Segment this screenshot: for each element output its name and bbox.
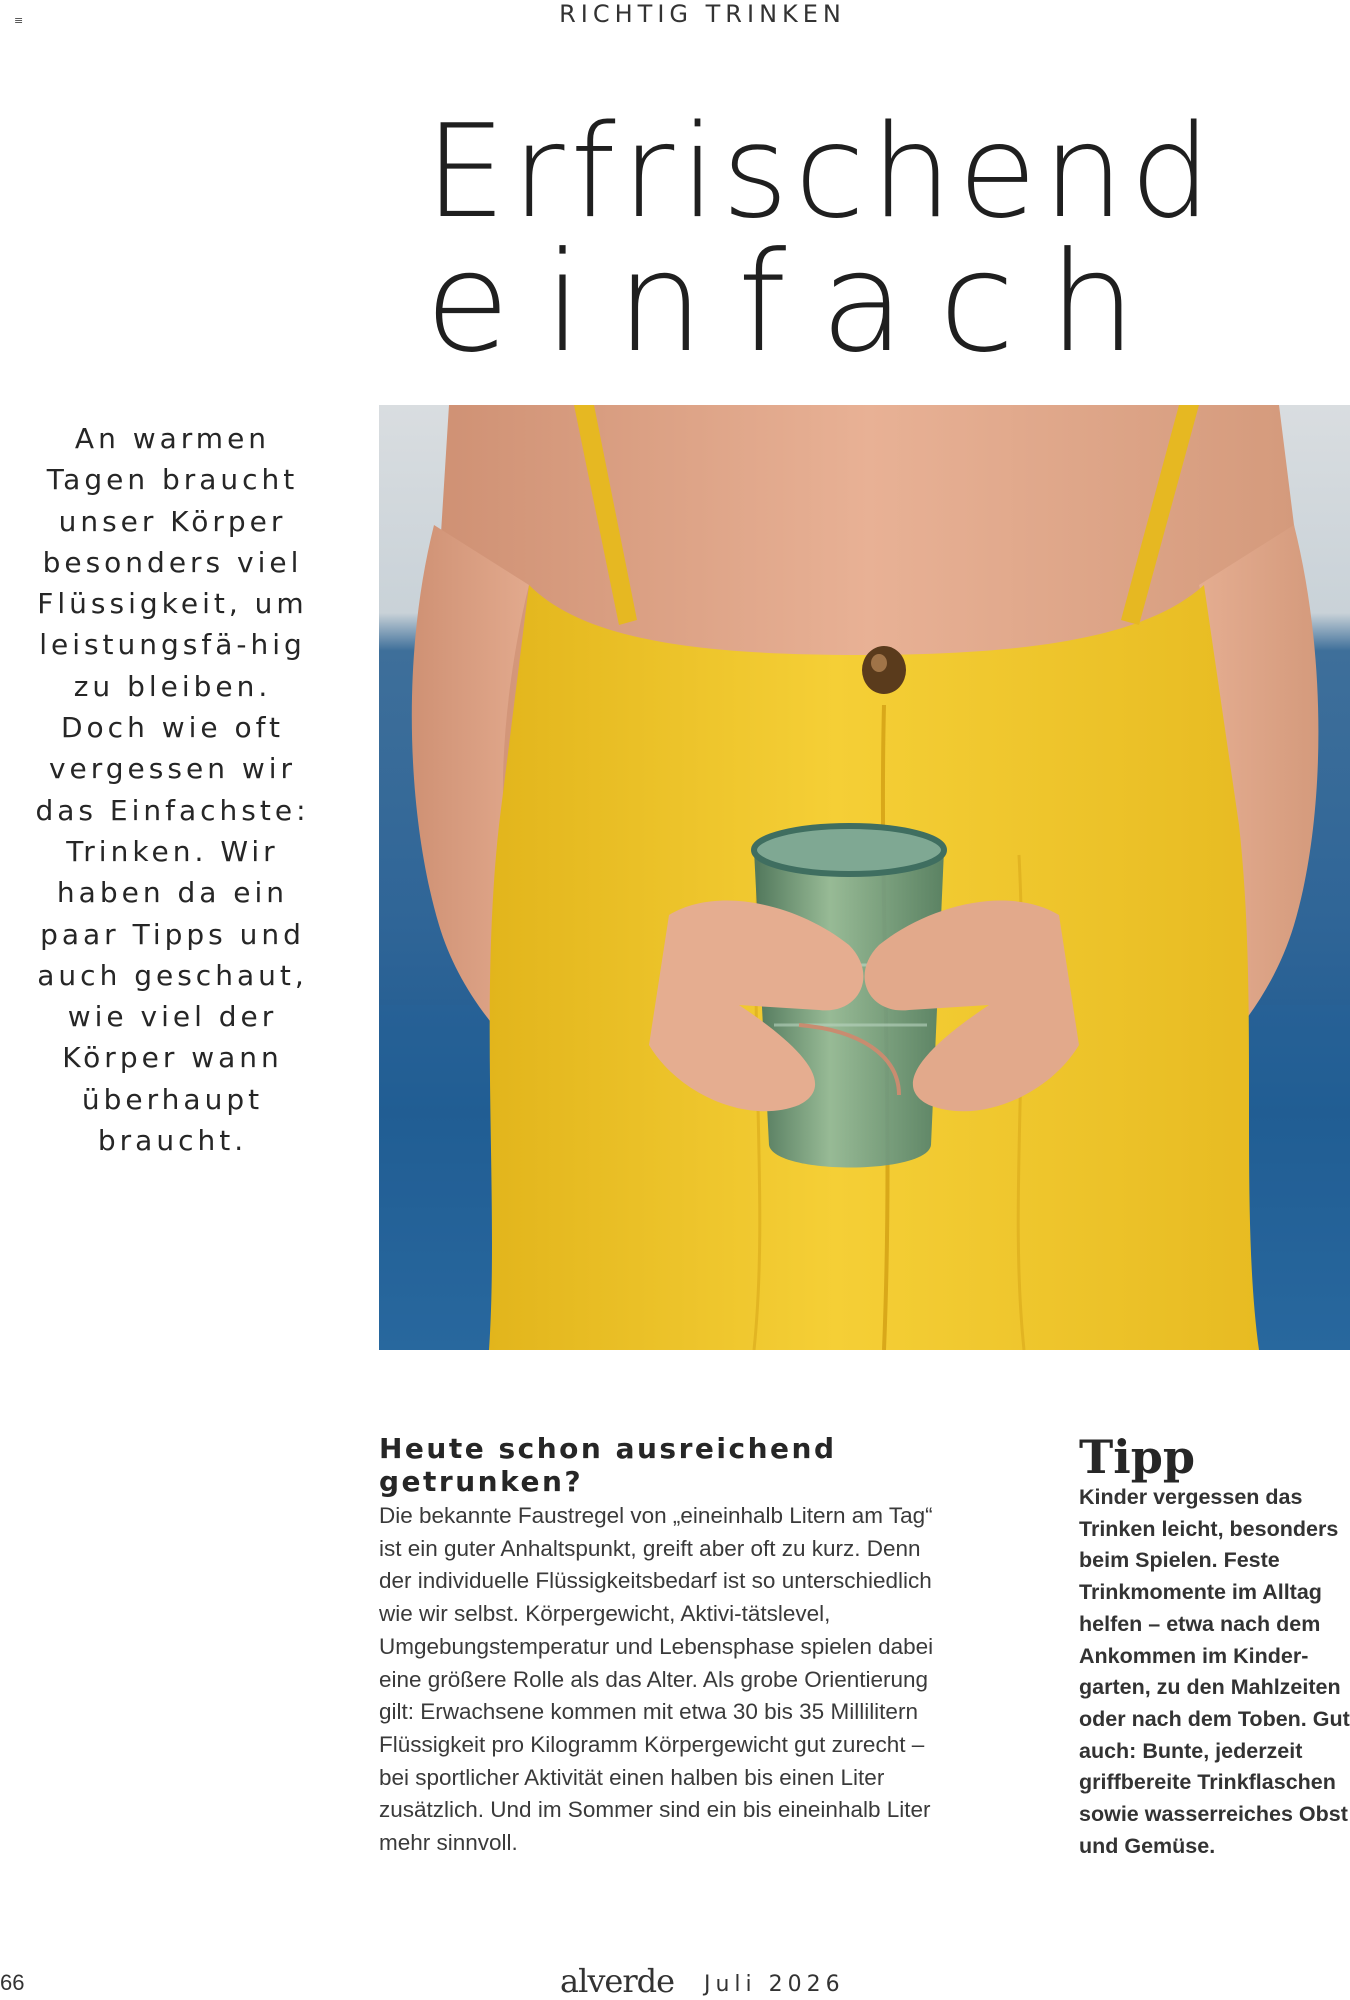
brand-logo: alverde [560, 1962, 675, 2000]
headline [425, 98, 1245, 383]
section-label: RICHTIG TRINKEN [559, 0, 846, 28]
intro-text: An warmen Tagen braucht unser Körper besonders viel Flüssigkeit, um leistungsfä-hig zu bleiben. Doch wie oft vergessen wir das Einfachste: Trinken. Wir haben da ein paar Tipps und auch geschaut, wie viel der Körper wann überhaupt braucht. [35, 422, 310, 1158]
article [379, 1432, 959, 1860]
tip-box [1079, 1432, 1350, 1862]
headline-line-2: einfach [425, 222, 1171, 383]
menu-icon: ≡ [14, 14, 24, 27]
woman-holding-glass-photo [379, 405, 1350, 1350]
page-number: 66 [0, 1970, 25, 1995]
tip-body: Kinder vergessen das Trinken leicht, besonders beim Spielen. Feste Trinkmomente im Alltag helfen – etwa nach dem Ankommen im Kinder-garten, zu den Mahlzeiten oder nach dem Toben. Gut auch: Bunte, jederzeit griffbereite Trinkflaschen sowie wasserreiches Obst und Gemüse. [1079, 1485, 1350, 1858]
photo-illustration [379, 405, 1350, 1350]
article-body: Die bekannte Faustregel von „eineinhalb Litern am Tag“ ist ein guter Anhaltspunkt, greift aber oft zu kurz. Denn der individuelle Flüssigkeitsbedarf ist so unterschiedlich wie wir selbst. Körpergewicht, Aktivi-tätslevel, Umgebungstemperatur und Lebensphase spielen dabei eine größere Rolle als das Alter. Als grobe Orientierung gilt: Erwachsene kommen mit etwa 30 bis 35 Millilitern Flüssigkeit pro Kilogramm Körpergewicht gut zurecht – bei sportlicher Aktivität einen halben bis einen Liter zusätzlich. Und im Sommer sind ein bis eineinhalb Liter mehr sinnvoll. [379, 1503, 934, 1856]
issue-date: Juli 2026 [704, 1972, 845, 1997]
headline-line-1: Erfrischend [425, 98, 1218, 247]
article-heading: Heute schon ausreichend getrunken? [379, 1432, 837, 1498]
tip-title: Tipp [1079, 1430, 1196, 1484]
